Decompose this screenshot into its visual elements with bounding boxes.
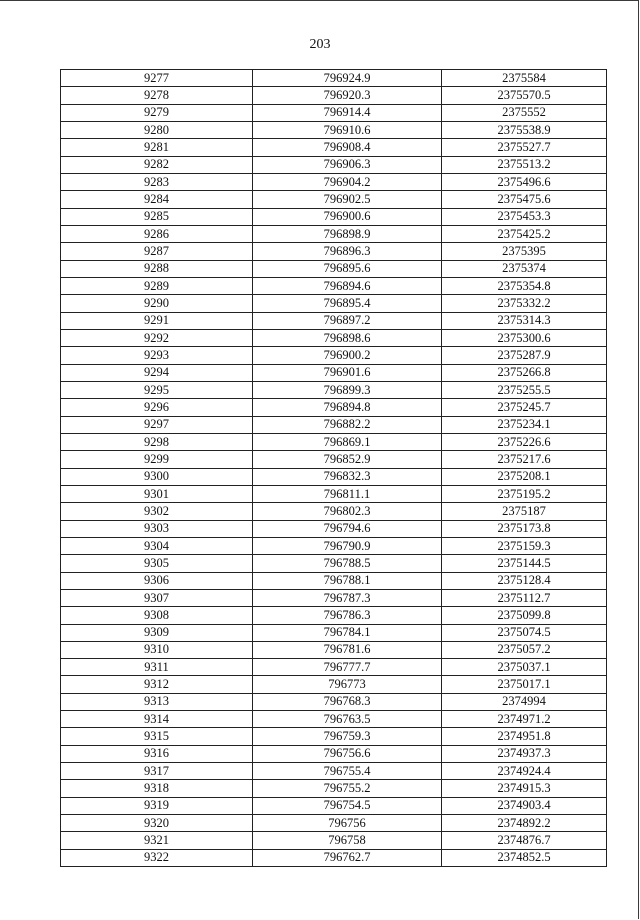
point-number-cell: 9284 <box>61 191 253 208</box>
table-row <box>61 728 607 745</box>
point-number-cell: 9311 <box>61 659 253 676</box>
table-row <box>61 572 607 589</box>
y-coordinate-cell: 2375255.5 <box>442 381 607 398</box>
table-row <box>61 433 607 450</box>
y-coordinate-cell: 2375332.2 <box>442 295 607 312</box>
table-row <box>61 711 607 728</box>
table-row <box>61 624 607 641</box>
x-coordinate-cell: 796762.7 <box>253 849 442 866</box>
x-coordinate-cell: 796788.1 <box>253 572 442 589</box>
y-coordinate-cell: 2374994 <box>442 693 607 710</box>
point-number-cell: 9298 <box>61 433 253 450</box>
y-coordinate-cell: 2375208.1 <box>442 468 607 485</box>
y-coordinate-cell: 2375266.8 <box>442 364 607 381</box>
point-number-cell: 9277 <box>61 70 253 87</box>
x-coordinate-cell: 796784.1 <box>253 624 442 641</box>
point-number-cell: 9297 <box>61 416 253 433</box>
y-coordinate-cell: 2375475.6 <box>442 191 607 208</box>
x-coordinate-cell: 796758 <box>253 832 442 849</box>
table-row <box>61 416 607 433</box>
table-row <box>61 173 607 190</box>
x-coordinate-cell: 796895.4 <box>253 295 442 312</box>
x-coordinate-cell: 796910.6 <box>253 121 442 138</box>
x-coordinate-cell: 796755.2 <box>253 780 442 797</box>
point-number-cell: 9322 <box>61 849 253 866</box>
table-row <box>61 780 607 797</box>
table-row <box>61 607 607 624</box>
point-number-cell: 9309 <box>61 624 253 641</box>
y-coordinate-cell: 2375496.6 <box>442 173 607 190</box>
coordinates-table <box>60 69 607 867</box>
point-number-cell: 9315 <box>61 728 253 745</box>
table-row <box>61 225 607 242</box>
x-coordinate-cell: 796852.9 <box>253 451 442 468</box>
x-coordinate-cell: 796896.3 <box>253 243 442 260</box>
y-coordinate-cell: 2375354.8 <box>442 277 607 294</box>
x-coordinate-cell: 796900.2 <box>253 347 442 364</box>
y-coordinate-cell: 2374971.2 <box>442 711 607 728</box>
y-coordinate-cell: 2375374 <box>442 260 607 277</box>
y-coordinate-cell: 2375453.3 <box>442 208 607 225</box>
x-coordinate-cell: 796897.2 <box>253 312 442 329</box>
x-coordinate-cell: 796790.9 <box>253 537 442 554</box>
point-number-cell: 9282 <box>61 156 253 173</box>
point-number-cell: 9317 <box>61 763 253 780</box>
y-coordinate-cell: 2375314.3 <box>442 312 607 329</box>
table-row <box>61 329 607 346</box>
point-number-cell: 9289 <box>61 277 253 294</box>
table-row <box>61 485 607 502</box>
table-row <box>61 381 607 398</box>
y-coordinate-cell: 2374924.4 <box>442 763 607 780</box>
point-number-cell: 9301 <box>61 485 253 502</box>
point-number-cell: 9292 <box>61 329 253 346</box>
point-number-cell: 9296 <box>61 399 253 416</box>
x-coordinate-cell: 796773 <box>253 676 442 693</box>
y-coordinate-cell: 2374892.2 <box>442 815 607 832</box>
table-row <box>61 520 607 537</box>
point-number-cell: 9295 <box>61 381 253 398</box>
point-number-cell: 9294 <box>61 364 253 381</box>
x-coordinate-cell: 796904.2 <box>253 173 442 190</box>
y-coordinate-cell: 2375395 <box>442 243 607 260</box>
point-number-cell: 9285 <box>61 208 253 225</box>
point-number-cell: 9313 <box>61 693 253 710</box>
x-coordinate-cell: 796902.5 <box>253 191 442 208</box>
point-number-cell: 9288 <box>61 260 253 277</box>
x-coordinate-cell: 796898.6 <box>253 329 442 346</box>
x-coordinate-cell: 796832.3 <box>253 468 442 485</box>
y-coordinate-cell: 2375074.5 <box>442 624 607 641</box>
y-coordinate-cell: 2374937.3 <box>442 745 607 762</box>
y-coordinate-cell: 2375570.5 <box>442 87 607 104</box>
table-row <box>61 208 607 225</box>
y-coordinate-cell: 2374915.3 <box>442 780 607 797</box>
point-number-cell: 9316 <box>61 745 253 762</box>
y-coordinate-cell: 2375144.5 <box>442 555 607 572</box>
point-number-cell: 9302 <box>61 503 253 520</box>
table-row <box>61 468 607 485</box>
x-coordinate-cell: 796908.4 <box>253 139 442 156</box>
point-number-cell: 9308 <box>61 607 253 624</box>
table-row <box>61 451 607 468</box>
table-row <box>61 243 607 260</box>
x-coordinate-cell: 796894.6 <box>253 277 442 294</box>
point-number-cell: 9287 <box>61 243 253 260</box>
x-coordinate-cell: 796895.6 <box>253 260 442 277</box>
x-coordinate-cell: 796786.3 <box>253 607 442 624</box>
y-coordinate-cell: 2375195.2 <box>442 485 607 502</box>
x-coordinate-cell: 796755.4 <box>253 763 442 780</box>
x-coordinate-cell: 796899.3 <box>253 381 442 398</box>
table-row <box>61 139 607 156</box>
table-row <box>61 693 607 710</box>
table-row <box>61 156 607 173</box>
x-coordinate-cell: 796882.2 <box>253 416 442 433</box>
x-coordinate-cell: 796898.9 <box>253 225 442 242</box>
table-row <box>61 364 607 381</box>
x-coordinate-cell: 796920.3 <box>253 87 442 104</box>
table-row <box>61 589 607 606</box>
table-row <box>61 555 607 572</box>
y-coordinate-cell: 2375159.3 <box>442 537 607 554</box>
table-row <box>61 277 607 294</box>
x-coordinate-cell: 796802.3 <box>253 503 442 520</box>
x-coordinate-cell: 796787.3 <box>253 589 442 606</box>
y-coordinate-cell: 2375234.1 <box>442 416 607 433</box>
table-row <box>61 121 607 138</box>
point-number-cell: 9280 <box>61 121 253 138</box>
y-coordinate-cell: 2375173.8 <box>442 520 607 537</box>
y-coordinate-cell: 2375300.6 <box>442 329 607 346</box>
point-number-cell: 9279 <box>61 104 253 121</box>
x-coordinate-cell: 796763.5 <box>253 711 442 728</box>
y-coordinate-cell: 2374903.4 <box>442 797 607 814</box>
coordinates-table-body <box>61 70 607 867</box>
table-row <box>61 797 607 814</box>
y-coordinate-cell: 2375128.4 <box>442 572 607 589</box>
table-row <box>61 763 607 780</box>
point-number-cell: 9291 <box>61 312 253 329</box>
table-row <box>61 191 607 208</box>
y-coordinate-cell: 2375245.7 <box>442 399 607 416</box>
point-number-cell: 9318 <box>61 780 253 797</box>
y-coordinate-cell: 2374951.8 <box>442 728 607 745</box>
table-row <box>61 312 607 329</box>
point-number-cell: 9278 <box>61 87 253 104</box>
table-row <box>61 70 607 87</box>
y-coordinate-cell: 2375513.2 <box>442 156 607 173</box>
table-row <box>61 503 607 520</box>
x-coordinate-cell: 796914.4 <box>253 104 442 121</box>
point-number-cell: 9319 <box>61 797 253 814</box>
x-coordinate-cell: 796788.5 <box>253 555 442 572</box>
point-number-cell: 9281 <box>61 139 253 156</box>
point-number-cell: 9299 <box>61 451 253 468</box>
table-row <box>61 347 607 364</box>
point-number-cell: 9307 <box>61 589 253 606</box>
table-row <box>61 815 607 832</box>
y-coordinate-cell: 2374852.5 <box>442 849 607 866</box>
table-row <box>61 87 607 104</box>
point-number-cell: 9304 <box>61 537 253 554</box>
point-number-cell: 9321 <box>61 832 253 849</box>
y-coordinate-cell: 2375527.7 <box>442 139 607 156</box>
table-row <box>61 659 607 676</box>
x-coordinate-cell: 796754.5 <box>253 797 442 814</box>
y-coordinate-cell: 2375226.6 <box>442 433 607 450</box>
y-coordinate-cell: 2375187 <box>442 503 607 520</box>
y-coordinate-cell: 2375017.1 <box>442 676 607 693</box>
point-number-cell: 9286 <box>61 225 253 242</box>
point-number-cell: 9283 <box>61 173 253 190</box>
point-number-cell: 9310 <box>61 641 253 658</box>
y-coordinate-cell: 2375112.7 <box>442 589 607 606</box>
table-row <box>61 295 607 312</box>
x-coordinate-cell: 796906.3 <box>253 156 442 173</box>
x-coordinate-cell: 796894.8 <box>253 399 442 416</box>
table-row <box>61 745 607 762</box>
x-coordinate-cell: 796759.3 <box>253 728 442 745</box>
point-number-cell: 9312 <box>61 676 253 693</box>
point-number-cell: 9320 <box>61 815 253 832</box>
point-number-cell: 9290 <box>61 295 253 312</box>
x-coordinate-cell: 796777.7 <box>253 659 442 676</box>
y-coordinate-cell: 2374876.7 <box>442 832 607 849</box>
x-coordinate-cell: 796811.1 <box>253 485 442 502</box>
page-number: 203 <box>309 37 331 52</box>
y-coordinate-cell: 2375217.6 <box>442 451 607 468</box>
x-coordinate-cell: 796900.6 <box>253 208 442 225</box>
x-coordinate-cell: 796924.9 <box>253 70 442 87</box>
y-coordinate-cell: 2375099.8 <box>442 607 607 624</box>
x-coordinate-cell: 796768.3 <box>253 693 442 710</box>
table-row <box>61 104 607 121</box>
y-coordinate-cell: 2375538.9 <box>442 121 607 138</box>
y-coordinate-cell: 2375057.2 <box>442 641 607 658</box>
point-number-cell: 9300 <box>61 468 253 485</box>
table-row <box>61 849 607 866</box>
x-coordinate-cell: 796901.6 <box>253 364 442 381</box>
table-row <box>61 641 607 658</box>
y-coordinate-cell: 2375552 <box>442 104 607 121</box>
table-row <box>61 676 607 693</box>
y-coordinate-cell: 2375584 <box>442 70 607 87</box>
x-coordinate-cell: 796794.6 <box>253 520 442 537</box>
table-row <box>61 260 607 277</box>
point-number-cell: 9293 <box>61 347 253 364</box>
point-number-cell: 9303 <box>61 520 253 537</box>
y-coordinate-cell: 2375425.2 <box>442 225 607 242</box>
x-coordinate-cell: 796756 <box>253 815 442 832</box>
point-number-cell: 9305 <box>61 555 253 572</box>
point-number-cell: 9306 <box>61 572 253 589</box>
table-row <box>61 832 607 849</box>
y-coordinate-cell: 2375037.1 <box>442 659 607 676</box>
table-row <box>61 399 607 416</box>
point-number-cell: 9314 <box>61 711 253 728</box>
x-coordinate-cell: 796781.6 <box>253 641 442 658</box>
y-coordinate-cell: 2375287.9 <box>442 347 607 364</box>
table-row <box>61 537 607 554</box>
x-coordinate-cell: 796756.6 <box>253 745 442 762</box>
x-coordinate-cell: 796869.1 <box>253 433 442 450</box>
